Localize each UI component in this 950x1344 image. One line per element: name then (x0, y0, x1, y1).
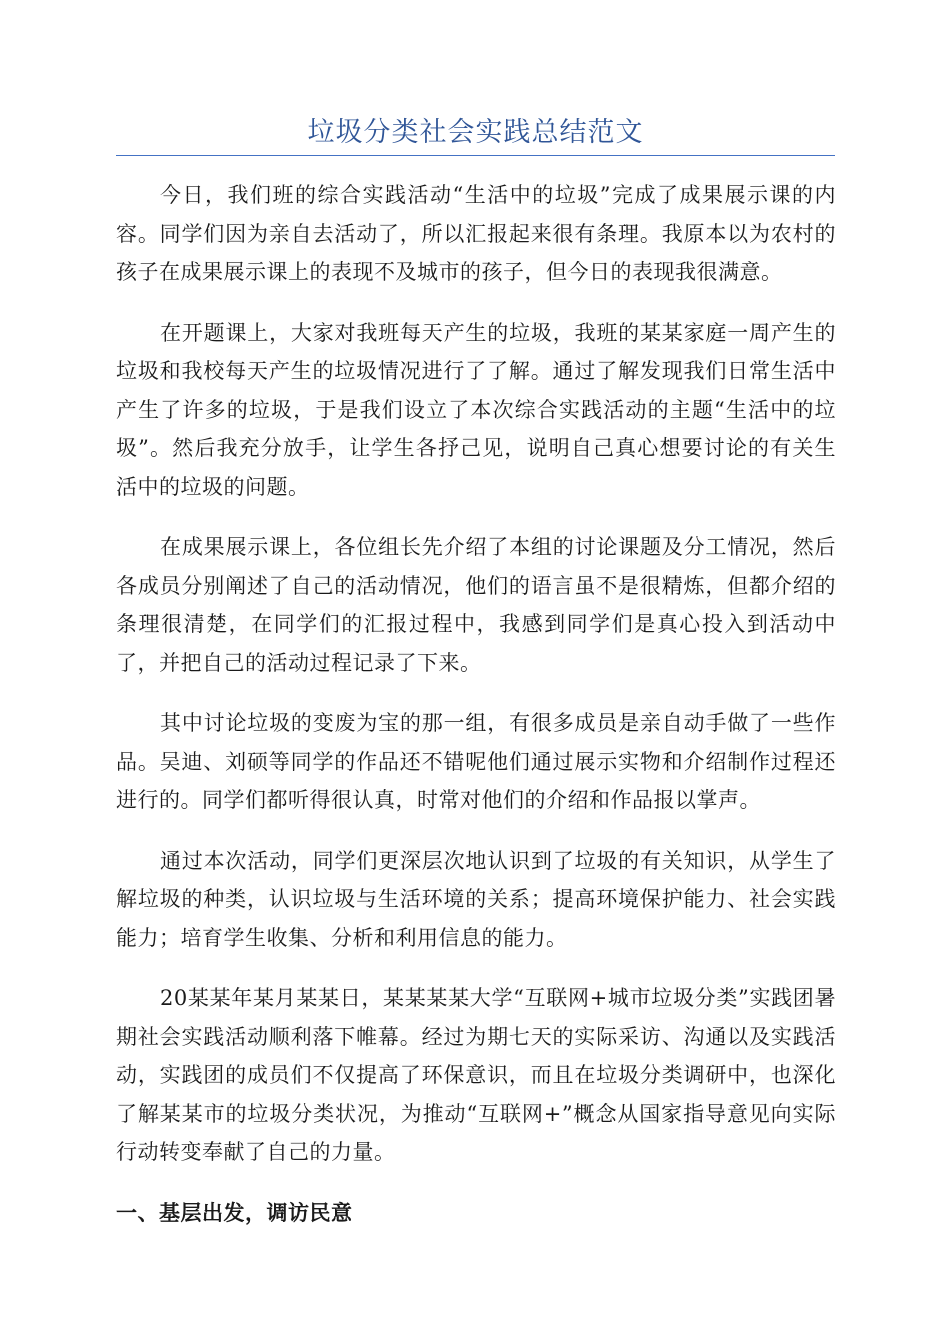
paragraph-1: 今日，我们班的综合实践活动“生活中的垃圾”完成了成果展示课的内容。同学们因为亲自去活动了，所以汇报起来很有条理。我原本以为农村的孩子在成果展示课上的表现不及城市的孩子，但今日的表现我很满意。 (116, 183, 836, 284)
paragraph-2: 在开题课上，大家对我班每天产生的垃圾，我班的某某家庭一周产生的垃圾和我校每天产生的垃圾情况进行了了解。通过了解发现我们日常生活中产生了许多的垃圾，于是我们设立了本次综合实践活动的主题“生活中的垃圾”。然后我充分放手，让学生各抒己见，说明自己真心想要讨论的有关生活中的垃圾的问题。 (116, 320, 836, 499)
paragraph-6: 20某某年某月某某日，某某某某大学“互联网+城市垃圾分类”实践团暑期社会实践活动顺利落下帷幕。经过为期七天的实际采访、沟通以及实践活动，实践团的成员们不仅提高了环保意识，而且在垃圾分类调研中，也深化了解某某市的垃圾分类状况，为推动“互联网+”概念从国家指导意见向实际行动转变奉献了自己的力量。 (116, 986, 836, 1164)
paragraph-5: 通过本次活动，同学们更深层次地认识到了垃圾的有关知识，从学生了解垃圾的种类，认识垃圾与生活环境的关系；提高环境保护能力、社会实践能力；培育学生收集、分析和利用信息的能力。 (116, 848, 836, 950)
title-underline (116, 155, 835, 156)
section-heading: 一、基层出发，调访民意 (116, 1200, 353, 1225)
document-body (116, 176, 836, 1232)
paragraph-4: 其中讨论垃圾的变废为宝的那一组，有很多成员是亲自动手做了一些作品。吴迪、刘硕等同学的作品还不错呢他们通过展示实物和介绍制作过程还进行的。同学们都听得很认真，时常对他们的介绍和作品报以掌声。 (116, 711, 836, 812)
paragraph-3: 在成果展示课上，各位组长先介绍了本组的讨论课题及分工情况，然后各成员分别阐述了自己的活动情况，他们的语言虽不是很精炼，但都介绍的条理很清楚，在同学们的汇报过程中，我感到同学们是真心投入到活动中了，并把自己的活动过程记录了下来。 (116, 535, 836, 675)
document-title: 垃圾分类社会实践总结范文 (307, 117, 644, 148)
